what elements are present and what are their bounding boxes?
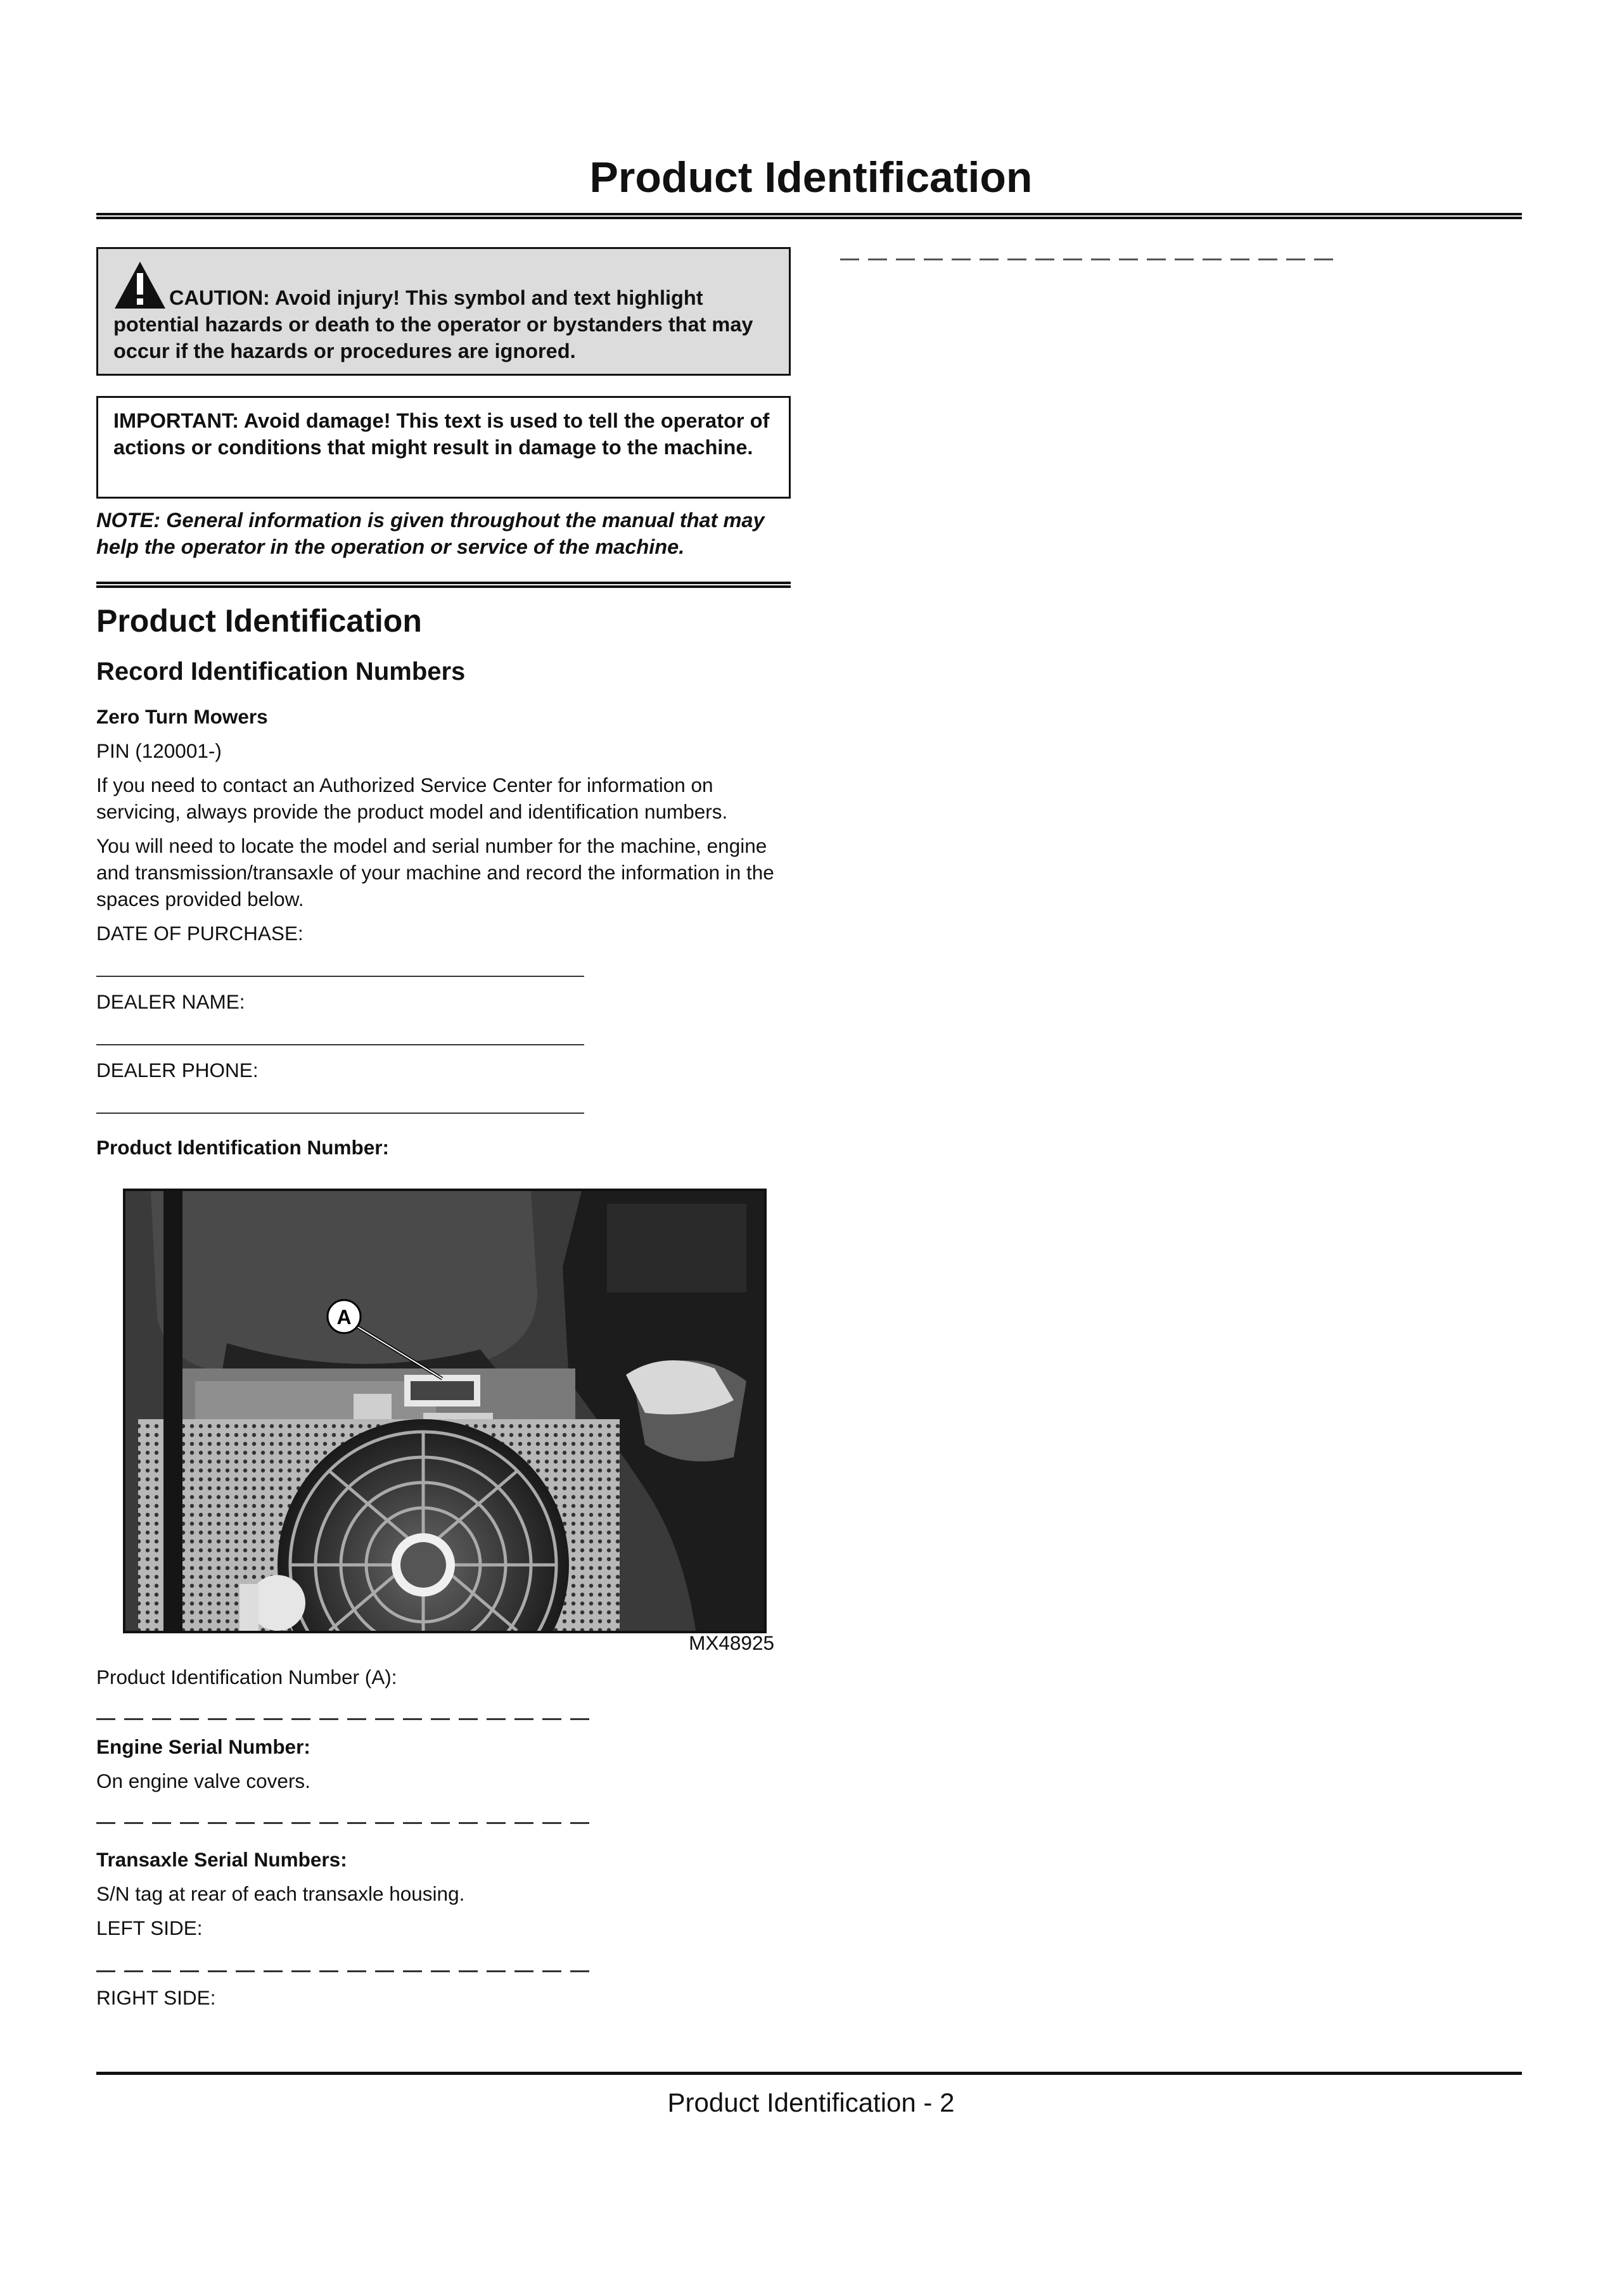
important-text: IMPORTANT: Avoid damage! This text is used to tell the operator of actions or conditions that might result in damage to the machine. <box>113 409 770 459</box>
dealer-phone-line <box>96 1113 584 1114</box>
dealer-name-label: DEALER NAME: <box>96 990 245 1013</box>
dealer-name-line <box>96 1044 584 1045</box>
section-rule <box>96 582 791 588</box>
pin-heading: Product Identification Number: <box>96 1136 390 1159</box>
engine-dash-line <box>96 1822 597 1824</box>
transaxle-text: S/N tag at rear of each transaxle housing. <box>96 1882 465 1905</box>
note-text: NOTE: General information is given throughout the manual that may help the operator in the operation or service of the machine. <box>96 509 765 558</box>
right-side-label: RIGHT SIDE: <box>96 1986 216 2009</box>
mower-photo <box>123 1189 767 1633</box>
paragraph-contact: If you need to contact an Authorized Service Center for information on servicing, always provide the product model and identification numbers. <box>96 774 728 823</box>
paragraph-locate: You will need to locate the model and serial number for the machine, engine and transmission/transaxle of your machine and record the information in the spaces provided below. <box>96 834 774 910</box>
dealer-phone-label: DEALER PHONE: <box>96 1059 259 1081</box>
header-rule <box>96 213 1522 219</box>
mowers-heading: Zero Turn Mowers <box>96 705 268 728</box>
section-subtitle: Record Identification Numbers <box>96 658 466 686</box>
callout-a-label: A <box>336 1306 352 1329</box>
warning-triangle-icon <box>113 260 167 310</box>
right-column-dash-line <box>840 258 1333 260</box>
caution-box <box>96 247 791 376</box>
important-box <box>96 396 791 499</box>
pin-range: PIN (120001-) <box>96 739 222 762</box>
engine-heading: Engine Serial Number: <box>96 1735 310 1758</box>
left-side-dash-line <box>96 1970 597 1972</box>
footer-page-label: Product Identification - 2 <box>667 2088 955 2117</box>
caution-text: CAUTION: Avoid injury! This symbol and text highlight potential hazards or death to the operator or bystanders that may occur if the hazards or procedures are ignored. <box>113 286 753 362</box>
date-of-purchase-label: DATE OF PURCHASE: <box>96 922 303 945</box>
figure-id: MX48925 <box>689 1631 774 1654</box>
transaxle-heading: Transaxle Serial Numbers: <box>96 1848 347 1871</box>
date-of-purchase-line <box>96 976 584 977</box>
mower-photo-illustration <box>125 1191 764 1631</box>
footer-rule <box>96 2072 1522 2075</box>
pin-a-label: Product Identification Number (A): <box>96 1666 397 1688</box>
section-title: Product Identification <box>96 603 422 639</box>
engine-text: On engine valve covers. <box>96 1770 310 1792</box>
pin-a-dash-line <box>96 1718 597 1720</box>
page-title: Product Identification <box>589 153 1033 201</box>
left-side-label: LEFT SIDE: <box>96 1917 203 1939</box>
